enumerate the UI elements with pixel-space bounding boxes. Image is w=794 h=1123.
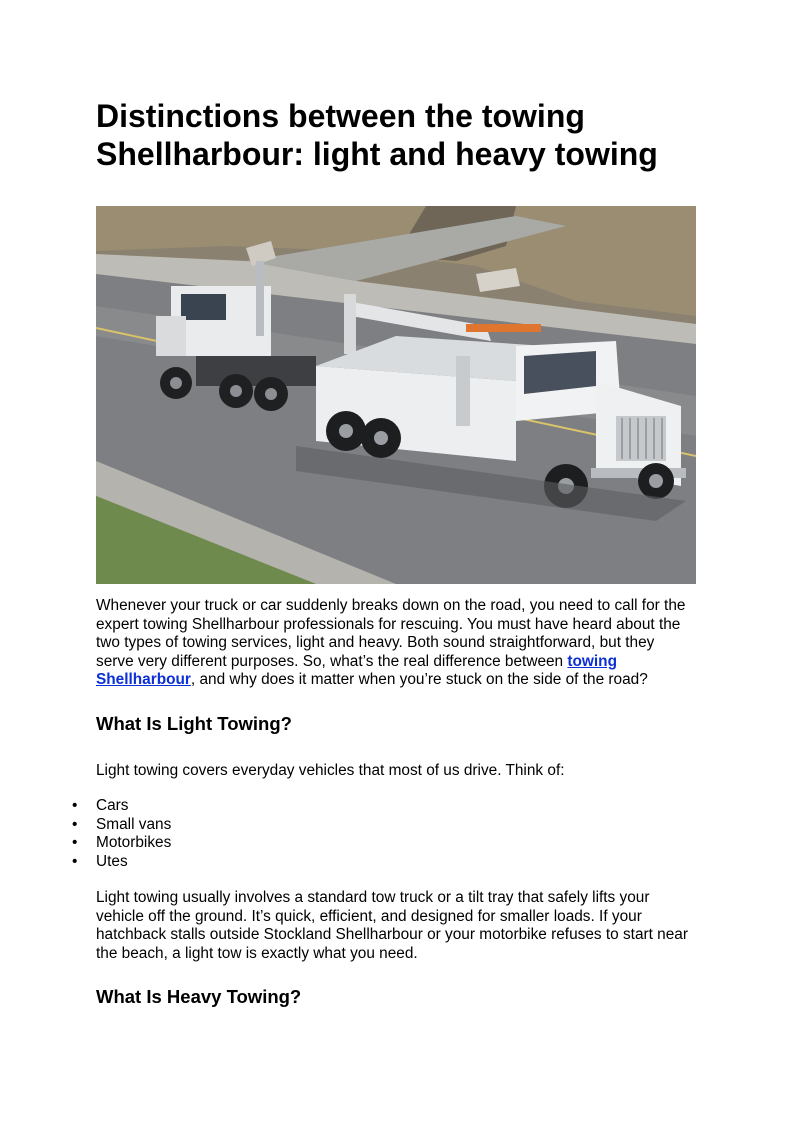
list-item (72, 815, 172, 835)
list-item-label: Motorbikes (96, 834, 172, 851)
list-item (72, 834, 172, 853)
bullet-icon: • (72, 797, 78, 814)
list-item (72, 852, 171, 872)
list-item-label: Utes (96, 852, 128, 870)
list-item-label: Small vans (96, 815, 172, 833)
page-title: Distinctions between the towing Shellharbour: light and heavy towing (96, 98, 658, 172)
light-towing-description: Light towing usually involves a standard tow truck or a tilt tray that safely lifts your vehicle off the ground. It’s quick, efficient, and designed for smaller loads. If your hatchback stalls outside Stockland Shellharbour or your motorbike refuses to start near the beach, a light tow is exactly what you need. (96, 889, 688, 962)
tow-truck-photo (96, 206, 696, 584)
towing-shellharbour-link[interactable]: towing Shellharbour (96, 652, 617, 688)
heavy-towing-heading: What Is Heavy Towing? (96, 986, 302, 1007)
intro-text-before-link: Whenever your truck or car suddenly breaks down on the road, you need to call for the expert towing Shellharbour professionals for rescuing. You must have heard about the two types of towing services, light and heavy. Both sound straightforward, but they serve very different purposes. So, what’s the real difference between (96, 597, 686, 670)
light-towing-heading: What Is Light Towing? (96, 713, 292, 734)
intro-text-after-link: , and why does it matter when you’re stuck on the side of the road? (190, 671, 648, 688)
bullet-icon: • (72, 834, 78, 851)
list-item (72, 797, 171, 816)
bullet-icon: • (72, 815, 78, 833)
light-towing-lead: Light towing covers everyday vehicles that most of us drive. Think of: (96, 762, 565, 779)
intro-paragraph (96, 597, 696, 690)
bullet-icon: • (72, 852, 78, 870)
light-vehicle-list (72, 797, 172, 871)
list-item-label: Cars (96, 797, 129, 814)
